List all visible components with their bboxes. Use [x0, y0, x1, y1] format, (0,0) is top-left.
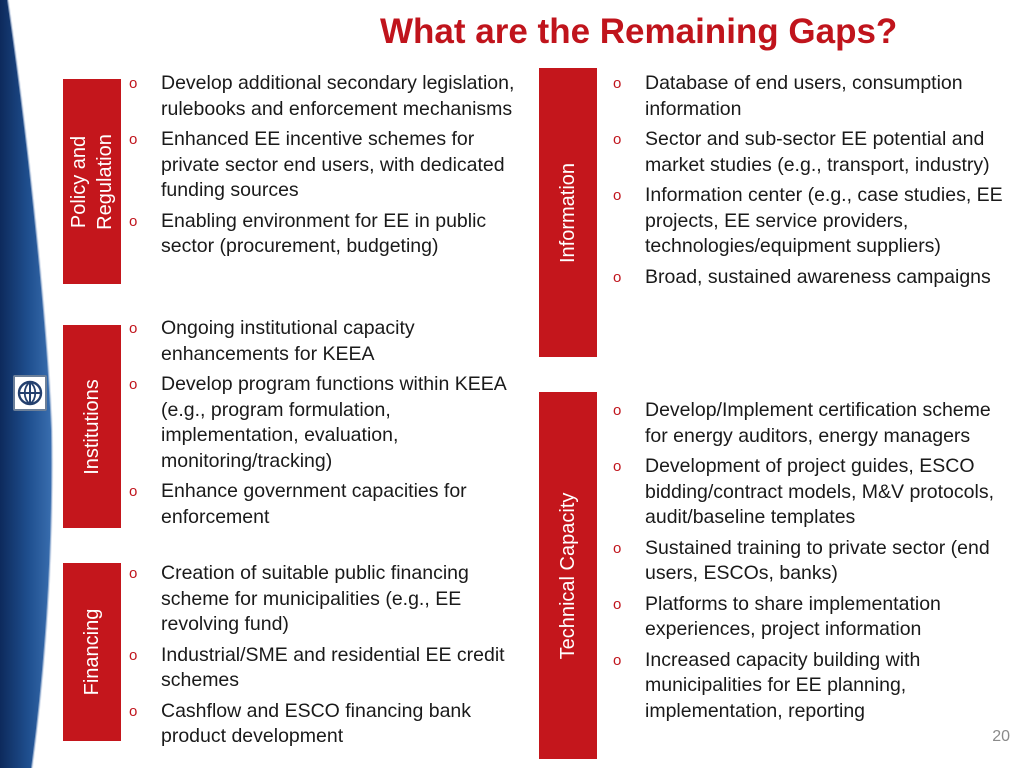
bullet-circle-icon: o: [129, 483, 138, 500]
bullet-circle-icon: o: [613, 458, 622, 475]
bullet-circle-icon: o: [613, 402, 622, 419]
financing-bullet-list: [127, 561, 522, 755]
financing-label-box: [63, 563, 121, 741]
information-bullet-list: [611, 71, 1011, 295]
list-item: o Enabling environment for EE in public sector (procurement, budgeting): [129, 209, 487, 257]
policy-regulation-label-box: [63, 79, 121, 284]
list-item: o Sustained training to private sector (end users, ESCOs, banks): [613, 536, 990, 584]
technical-capacity-label: Technical Capacity: [557, 492, 579, 659]
list-item: o Increased capacity building with municipalities for EE planning, implementation, reporting: [613, 648, 921, 722]
bullet-circle-icon: o: [129, 565, 138, 582]
list-item: o Enhanced EE incentive schemes for private sector end users, with dedicated funding sources: [129, 128, 505, 201]
list-item: o Database of end users, consumption information: [613, 72, 963, 120]
bullet-circle-icon: o: [613, 131, 622, 148]
institutions-label: Institutions: [81, 378, 103, 475]
bullet-circle-icon: o: [613, 268, 622, 286]
list-item: o Ongoing institutional capacity enhancements for KEEA: [129, 317, 415, 365]
world-bank-logo-icon: [13, 375, 47, 411]
technical-capacity-label-box: [539, 392, 597, 759]
institutions-bullet-list: [127, 316, 522, 535]
list-item: o Development of project guides, ESCO bidding/contract models, M&V protocols, audit/baseline templates: [613, 455, 995, 528]
list-item: o Develop/Implement certification scheme for energy auditors, energy managers: [613, 399, 991, 447]
policy-label-line1: Policy and: [68, 135, 90, 228]
bullet-circle-icon: o: [129, 320, 138, 337]
list-item: o Develop program functions within KEEA (e.g., program formulation, implementation, evaluation, monitoring/tracking): [129, 373, 506, 472]
policy-bullet-list: [127, 71, 522, 265]
list-item: o Information center (e.g., case studies, EE projects, EE service providers, technologies/equipment suppliers): [613, 184, 1003, 257]
list-item: o Industrial/SME and residential EE credit schemes: [129, 643, 505, 691]
bullet-circle-icon: o: [613, 75, 622, 92]
bullet-circle-icon: o: [613, 651, 622, 669]
bullet-circle-icon: o: [129, 131, 138, 148]
information-label-box: [539, 68, 597, 357]
bullet-circle-icon: o: [613, 187, 622, 204]
financing-label: Financing: [81, 608, 103, 696]
bullet-circle-icon: o: [129, 376, 138, 393]
policy-regulation-label: [66, 134, 118, 230]
bullet-circle-icon: o: [613, 539, 622, 557]
institutions-label-box: [63, 325, 121, 528]
bullet-circle-icon: o: [129, 75, 138, 92]
information-label: Information: [557, 162, 579, 263]
list-item: o Platforms to share implementation experiences, project information: [613, 592, 941, 640]
list-item: o Sector and sub-sector EE potential and market studies (e.g., transport, industry): [613, 128, 990, 176]
bullet-circle-icon: o: [129, 646, 138, 664]
list-item: o Creation of suitable public financing scheme for municipalities (e.g., EE revolving fund): [129, 562, 469, 635]
technical-bullet-list: [611, 398, 1011, 729]
bullet-circle-icon: o: [129, 702, 138, 720]
page-number: 20: [992, 728, 1010, 745]
bullet-circle-icon: o: [129, 212, 138, 230]
bullet-circle-icon: o: [613, 595, 622, 613]
list-item: o Cashflow and ESCO financing bank product development: [129, 699, 472, 747]
list-item: o Broad, sustained awareness campaigns: [611, 265, 1011, 291]
list-item: o Enhance government capacities for enforcement: [129, 480, 467, 528]
list-item: o Develop additional secondary legislation, rulebooks and enforcement mechanisms: [129, 72, 515, 120]
policy-label-line2: Regulation: [94, 133, 116, 230]
left-decorative-band: [0, 0, 60, 768]
slide-title: What are the Remaining Gaps?: [380, 12, 898, 51]
